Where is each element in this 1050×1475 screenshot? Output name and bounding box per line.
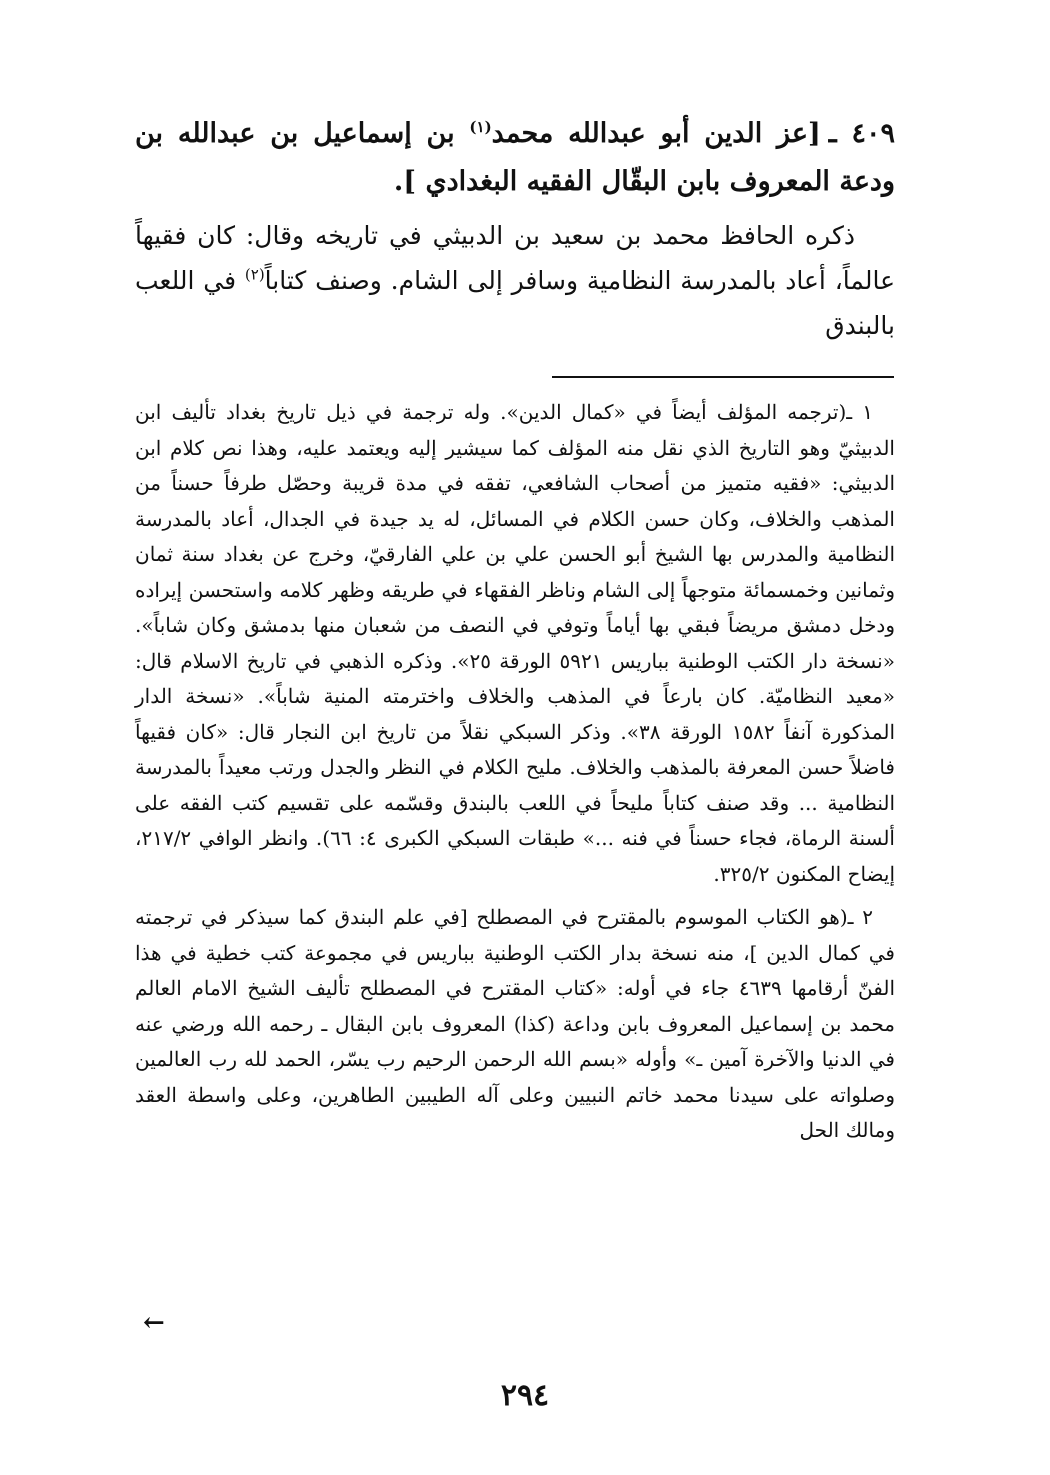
entry-body-part-2: في اللعب بالبندق	[135, 266, 895, 340]
entry-body-part-1: ذكره الحافظ محمد بن سعيد بن الدبيثي في تاريخه وقال: كان فقيهاً عالماً، أعاد بالمدرسة النظامية وسافر إلى الشام. وصنف كتاباً	[135, 221, 895, 295]
entry-paragraph	[135, 213, 895, 348]
footnote-separator	[552, 376, 894, 378]
page-number: ٢٩٤	[500, 1378, 550, 1413]
footnote-ref-2: (٢)	[244, 265, 265, 284]
footnote-2: ٢ ـ(هو الكتاب الموسوم بالمقترح في المصطلح [في علم البندق كما سيذكر في ترجمته في كمال الدين ]، منه نسخة بدار الكتب الوطنية بباريس في مجموعة كتب خطية في هذا الفنّ أرقامها ٤٦٣٩ جاء في أوله: «كتاب المقترح في المصطلح تأليف الشيخ الامام العالم محمد بن إسماعيل المعروف بابن وداعة (كذا) المعروف بابن البقال ـ رحمه الله ورضي عنه في الدنيا والآخرة آمين ـ» وأوله «بسم الله الرحمن الرحيم رب يسّر، الحمد لله رب العالمين وصلواته على سيدنا محمد خاتم النبيين وعلى آله الطيبين الطاهرين، وعلى واسطة العقد ومالك الحل	[135, 905, 895, 1142]
footnotes	[135, 395, 895, 1157]
entry-heading-part-2: بن إسماعيل بن عبدالله بن ودعة المعروف بابن البقّال الفقيه البغدادي ].	[135, 118, 895, 197]
footnote-1: ١ ـ(ترجمه المؤلف أيضاً في «كمال الدين». وله ترجمة في ذيل تاريخ بغداد تأليف ابن الدبيثيّ وهو التاريخ الذي نقل منه المؤلف كما سيشير إليه ويعتمد عليه، وهذا نص كلام ابن الدبيثي: «فقيه متميز من أصحاب الشافعي، تفقه في مدة قريبة وحصّل طرفاً حسناً من المذهب والخلاف، وكان حسن الكلام في المسائل، له يد جيدة في الجدال، أعاد بالمدرسة النظامية والمدرس بها الشيخ أبو الحسن علي بن علي الفارقيّ، وخرج عن بغداد سنة ثمان وثمانين وخمسمائة متوجهاً إلى الشام وناظر الفقهاء في طريقه وظهر كلامه واستحسن إيراده ودخل دمشق مريضاً فبقي بها أياماً وتوفي في النصف من شعبان منها بدمشق وكان شاباً». «نسخة دار الكتب الوطنية بباريس ٥٩٢١ الورقة ٢٥». وذكره الذهبي في تاريخ الاسلام قال: «معيد النظاميّة. كان بارعاً في المذهب والخلاف واخترمته المنية شاباً». «نسخة الدار المذكورة آنفاً ١٥٨٢ الورقة ٣٨». وذكر السبكي نقلاً من تاريخ ابن النجار قال: «كان فقيهاً فاضلاً حسن المعرفة بالمذهب والخلاف. مليح الكلام في النظر والجدل ورتب معيداً بالمدرسة النظامية ... وقد صنف كتاباً مليحاً في اللعب بالبندق وقسّمه على تقسيم كتب الفقه على ألسنة الرماة، فجاء حسناً في فنه ...» طبقات السبكي الكبرى ٤: ٦٦). وانظر الوافي ٢١٧/٢، إيضاح المكنون ٣٢٥/٢.	[135, 400, 896, 886]
footnote-ref-1: (١)	[469, 118, 492, 136]
entry-number: ٤٠٩ ـ	[828, 118, 896, 149]
entry-heading-part-1: [عز الدين أبو عبدالله محمد	[491, 118, 821, 149]
continuation-arrow-icon: ←	[143, 1308, 165, 1338]
entry-body	[135, 213, 895, 348]
entry-heading	[135, 110, 895, 206]
